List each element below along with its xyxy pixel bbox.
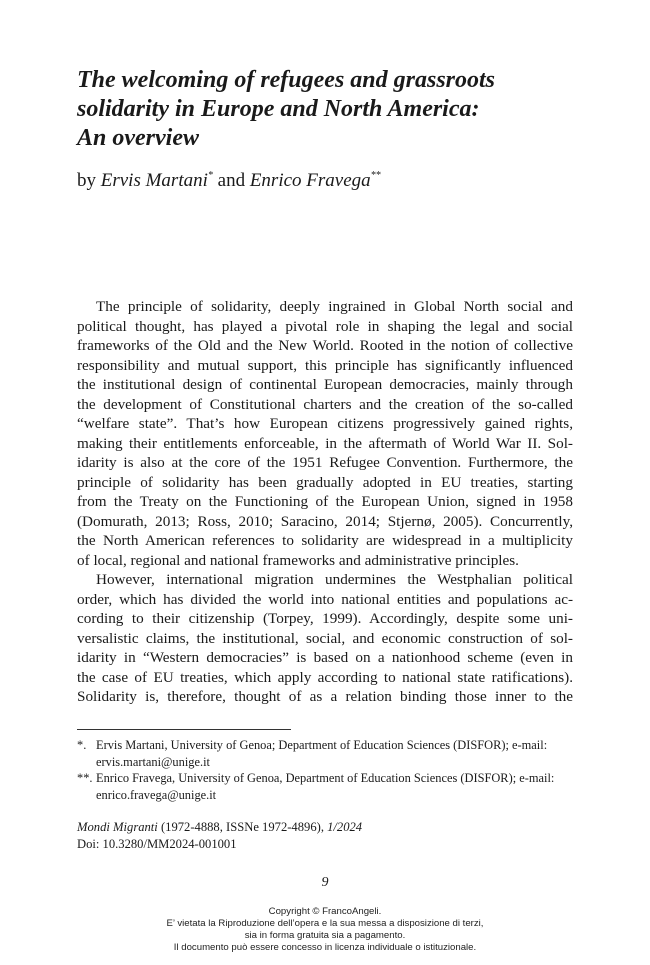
journal-issn: (1972-4888, ISSNe 1972-4896), [157, 820, 328, 834]
author-2: Enrico Fravega [249, 170, 371, 191]
body-line: the institutional design of continental European democracies, mainly through [77, 376, 573, 393]
body-line: idarity is also at the core of the 1951 Refugee Convention. Furthermore, the [77, 454, 573, 471]
body-line: The principle of solidarity, deeply ingrained in Global North social and [96, 298, 573, 315]
body-line: Solidarity is, therefore, thought of as a relation binding those inner to the [77, 688, 573, 705]
footnote [77, 770, 573, 803]
body-line: from the Treaty on the Functioning of the European Union, signed in 1958 [77, 493, 573, 510]
body-line: cording to their citizenship (Torpey, 1999). Accordingly, despite some uni- [77, 610, 573, 627]
byline-by: by [77, 170, 96, 191]
footnote-text [96, 737, 573, 770]
body-line: However, international migration undermines the Westphalian political [96, 571, 573, 588]
department-abbrev: DISFOR [457, 738, 502, 752]
footnotes [77, 737, 573, 803]
copyright-line: sia in forma gratuita sia a pagamento. [244, 930, 406, 941]
footnote-mark: *. [77, 738, 87, 752]
journal-citation [77, 819, 362, 852]
body-line: responsibility and mutual support, this principle has significantly influenced [77, 356, 573, 374]
page-number: 9 [321, 875, 329, 890]
footnote [77, 737, 573, 770]
body-line: principle of solidarity has been gradually adopted in EU treaties, starting [77, 473, 573, 491]
body-line: the North American references to solidarity are widespread in a multiplicity [77, 532, 573, 549]
journal-line [77, 819, 362, 836]
body-line: making their entitlements enforceable, in the aftermath of World War II. Sol- [77, 434, 573, 452]
article-title [77, 66, 597, 153]
byline [77, 170, 381, 192]
body-line: “welfare state”. That’s how European citizens progressively gained rights, [77, 415, 573, 432]
footnote-text [96, 770, 573, 803]
body-line: versalistic claims, the institutional, social, and economic construction of sol- [77, 629, 573, 647]
copyright-line: Copyright © FrancoAngeli. [268, 906, 382, 917]
body-line: (Domurath, 2013; Ross, 2010; Saracino, 2014; Stjernø, 2005). Concurrently, [77, 512, 573, 530]
footnote-text-part: Enrico Fravega, University of Genoa, Department of Education Sciences ( [96, 771, 465, 785]
journal-issue: 1/2024 [327, 820, 363, 834]
body-text [77, 297, 573, 707]
title-line: The welcoming of refugees and grassroots [77, 67, 496, 93]
copyright-line: Il documento può essere concesso in licenza individuale o istituzionale. [173, 942, 477, 953]
copyright-notice [0, 906, 650, 954]
footnote-text-part: ); e-mail: enrico.fravega@unige.it [96, 771, 555, 802]
body-line: idarity in “Western democracies” is based on a nationhood scheme (even in [77, 649, 573, 666]
journal-doi: Doi: 10.3280/MM2024-001001 [77, 836, 237, 851]
paragraph-1 [77, 297, 573, 570]
title-line: An overview [77, 125, 199, 151]
footnote-text-part: Ervis Martani, University of Genoa; Department of Education Sciences ( [96, 738, 458, 752]
body-line: the case of EU treaties, which apply according to national state ratifications). [77, 668, 573, 686]
author-1-mark: * [207, 170, 213, 181]
footnote-divider [77, 729, 291, 730]
body-line: of local, regional and national frameworks and administrative principles. [77, 551, 519, 569]
copyright-line: E’ vietata la Riproduzione dell’opera e la sua messa a disposizione di terzi, [166, 918, 484, 929]
journal-name: Mondi Migranti [77, 820, 158, 834]
footnote-mark: **. [77, 771, 93, 785]
body-line: political thought, has played a pivotal role in shaping the legal and social [77, 317, 573, 335]
body-line: frameworks of the Old and the New World. Rooted in the notion of collective [77, 337, 573, 354]
title-line: solidarity in Europe and North America: [77, 96, 480, 122]
author-1: Ervis Martani [100, 170, 208, 191]
body-line: order, which has divided the world into national entities and populations ac- [77, 590, 573, 608]
byline-and: and [217, 170, 246, 191]
author-2-mark: ** [370, 170, 381, 181]
department-abbrev: DISFOR [464, 771, 509, 785]
footnote-text-part: ); e-mail: ervis.martani@unige.it [96, 738, 548, 769]
paragraph-2 [77, 570, 573, 707]
body-line: the development of Constitutional charters and the creation of the so-called [77, 395, 573, 413]
